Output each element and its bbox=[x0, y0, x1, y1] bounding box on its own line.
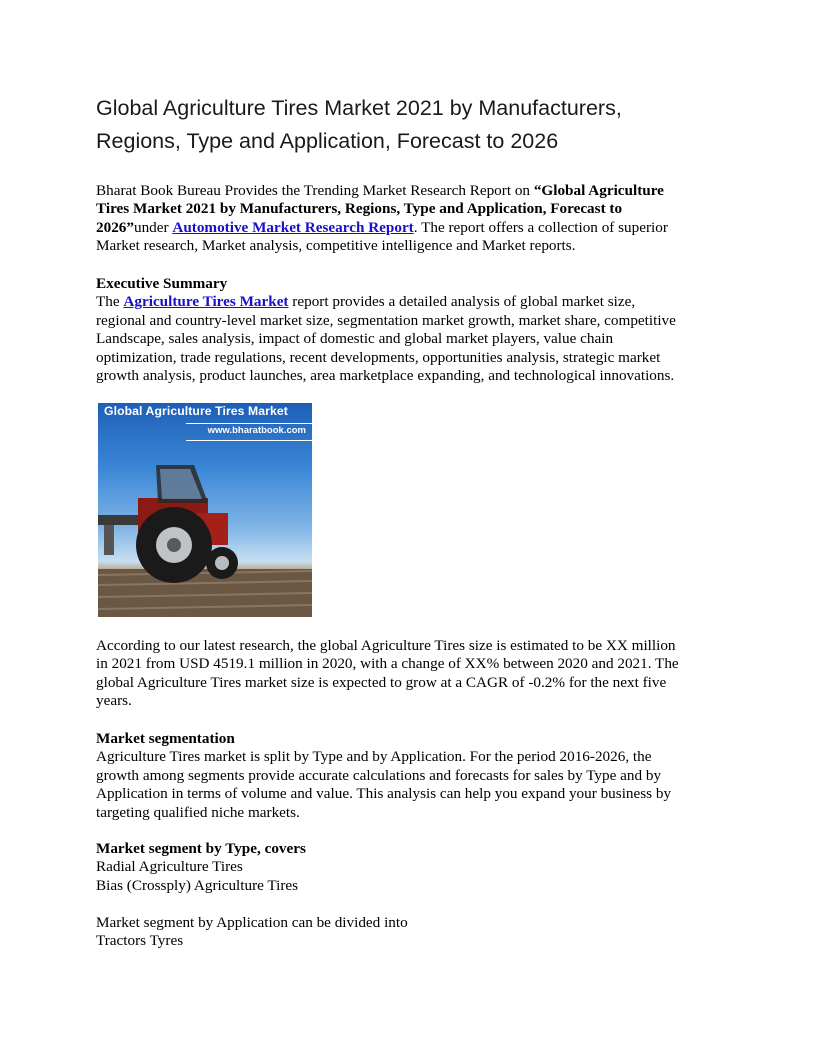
intro-report-title-3: 2026” bbox=[96, 218, 134, 236]
executive-line-1: report provides a detailed analysis of global market size, bbox=[288, 293, 636, 311]
segmentation-line-1: Agriculture Tires market is split by Type and by Application. For the period 2016-2026, the bbox=[96, 748, 652, 766]
segmentation-line-4: targeting qualified niche markets. bbox=[96, 803, 300, 821]
list-item: Tractors Tyres bbox=[96, 932, 184, 950]
intro-under: under bbox=[133, 218, 173, 236]
executive-summary bbox=[96, 275, 720, 385]
research-paragraph bbox=[96, 637, 720, 711]
market-segmentation bbox=[96, 730, 720, 822]
by-application-heading: Market segment by Application can be divided into bbox=[96, 914, 408, 931]
list-item: Bias (Crossply) Agriculture Tires bbox=[96, 876, 299, 894]
research-line-1: According to our latest research, the global Agriculture Tires size is estimated to be XX million bbox=[96, 637, 676, 654]
intro-text: Bharat Book Bureau Provides the Trending Market Research Report on bbox=[96, 182, 534, 199]
intro-line-4: Market research, Market analysis, competitive intelligence and Market reports. bbox=[96, 237, 576, 255]
intro-report-title-2: Tires Market 2021 by Manufacturers, Regions, Type and Application, Forecast to bbox=[96, 200, 623, 218]
by-type-heading: Market segment by Type, covers bbox=[96, 840, 306, 857]
research-line-2: in 2021 from USD 4519.1 million in 2020, with a change of XX% between 2020 and 2021. The bbox=[96, 655, 679, 673]
cover-title: Global Agriculture Tires Market bbox=[104, 404, 288, 418]
segmentation-line-3: Application in terms of volume and value. This analysis can help you expand your business by bbox=[96, 785, 672, 803]
segment-by-type bbox=[96, 840, 720, 895]
segmentation-line-2: growth among segments provide accurate calculations and forecasts for sales by Type and by bbox=[96, 766, 662, 784]
executive-line-2: regional and country-level market size, segmentation market growth, market share, competitive bbox=[96, 311, 676, 329]
segmentation-heading: Market segmentation bbox=[96, 730, 235, 747]
report-cover-image bbox=[98, 403, 312, 617]
list-item: Radial Agriculture Tires bbox=[96, 858, 243, 876]
page-title-line-1: Global Agriculture Tires Market 2021 by Manufacturers, bbox=[96, 96, 622, 120]
page-title-line-2: Regions, Type and Application, Forecast to 2026 bbox=[96, 129, 559, 153]
intro-paragraph bbox=[96, 182, 720, 256]
intro-report-title-1: “Global Agriculture bbox=[533, 182, 664, 199]
agriculture-tires-market-link[interactable]: Agriculture Tires Market bbox=[123, 293, 289, 311]
segment-by-application bbox=[96, 914, 720, 951]
page-title bbox=[96, 92, 736, 158]
executive-summary-heading: Executive Summary bbox=[96, 275, 228, 292]
executive-the: The bbox=[96, 293, 124, 311]
cover-divider bbox=[186, 423, 312, 424]
automotive-report-link[interactable]: Automotive Market Research Report bbox=[172, 218, 414, 236]
cover-divider-2 bbox=[186, 440, 312, 441]
executive-line-3: Landscape, sales analysis, impact of domestic and global market players, value chain bbox=[96, 330, 614, 348]
executive-line-5: growth analysis, product launches, area marketplace expanding, and technological innovations. bbox=[96, 367, 675, 385]
executive-line-4: optimization, trade regulations, recent developments, opportunities analysis, strategic market bbox=[96, 348, 661, 366]
research-line-3: global Agriculture Tires market size is expected to grow at a CAGR of -0.2% for the next five bbox=[96, 673, 667, 691]
intro-after-link: . The report offers a collection of superior bbox=[413, 218, 668, 236]
research-line-4: years. bbox=[96, 692, 132, 710]
cover-url: www.bharatbook.com bbox=[207, 425, 306, 436]
